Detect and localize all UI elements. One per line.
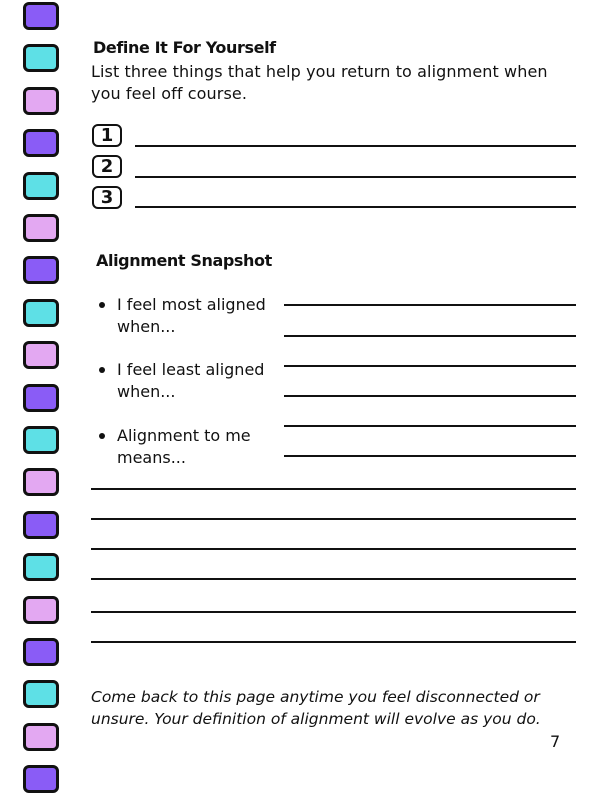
prompt-text: when... xyxy=(117,317,176,336)
instructions-text: List three things that help you return to alignment when you feel off course. xyxy=(91,62,548,103)
write-line-1[interactable] xyxy=(135,145,576,147)
color-tab xyxy=(23,214,59,242)
color-tab xyxy=(23,596,59,624)
color-tab xyxy=(23,87,59,115)
color-tab xyxy=(23,426,59,454)
answer-line[interactable] xyxy=(284,425,576,427)
bullet-dot xyxy=(99,367,105,373)
color-tab xyxy=(23,723,59,751)
prompt-most-aligned xyxy=(117,294,277,338)
answer-line[interactable] xyxy=(91,641,576,643)
prompt-text: I feel most aligned xyxy=(117,295,266,314)
prompt-text: means... xyxy=(117,448,186,467)
bullet-dot xyxy=(99,302,105,308)
section-title-define: Define It For Yourself xyxy=(93,38,276,57)
color-tab xyxy=(23,468,59,496)
color-tab xyxy=(23,129,59,157)
color-tab xyxy=(23,680,59,708)
closing-note: Come back to this page anytime you feel disconnected or unsure. Your definition of alignment will evolve as you do. xyxy=(91,688,541,728)
number-badge-1: 1 xyxy=(92,124,122,147)
answer-line[interactable] xyxy=(284,335,576,337)
number-badge-3: 3 xyxy=(92,186,122,209)
color-tab xyxy=(23,341,59,369)
prompt-text: when... xyxy=(117,382,176,401)
color-tab xyxy=(23,384,59,412)
number-badge-2: 2 xyxy=(92,155,122,178)
answer-line[interactable] xyxy=(91,518,576,520)
answer-line[interactable] xyxy=(91,488,576,490)
prompt-text: I feel least aligned xyxy=(117,360,265,379)
answer-line[interactable] xyxy=(91,611,576,613)
prompt-least-aligned xyxy=(117,359,277,403)
page-number: 7 xyxy=(550,732,561,751)
color-tab xyxy=(23,511,59,539)
answer-line[interactable] xyxy=(91,578,576,580)
answer-line[interactable] xyxy=(284,455,576,457)
answer-line[interactable] xyxy=(284,365,576,367)
color-tab xyxy=(23,2,59,30)
bullet-dot xyxy=(99,433,105,439)
answer-line[interactable] xyxy=(91,548,576,550)
answer-line[interactable] xyxy=(284,395,576,397)
color-tab xyxy=(23,256,59,284)
color-tab xyxy=(23,172,59,200)
color-tab xyxy=(23,44,59,72)
answer-line[interactable] xyxy=(284,304,576,306)
color-tab xyxy=(23,299,59,327)
section-title-snapshot: Alignment Snapshot xyxy=(96,251,272,270)
color-tab xyxy=(23,638,59,666)
write-line-2[interactable] xyxy=(135,176,576,178)
color-tab xyxy=(23,553,59,581)
color-tab-sidebar xyxy=(0,0,70,792)
write-line-3[interactable] xyxy=(135,206,576,208)
prompt-text: Alignment to me xyxy=(117,426,251,445)
prompt-alignment-means xyxy=(117,425,277,469)
color-tab xyxy=(23,765,59,793)
